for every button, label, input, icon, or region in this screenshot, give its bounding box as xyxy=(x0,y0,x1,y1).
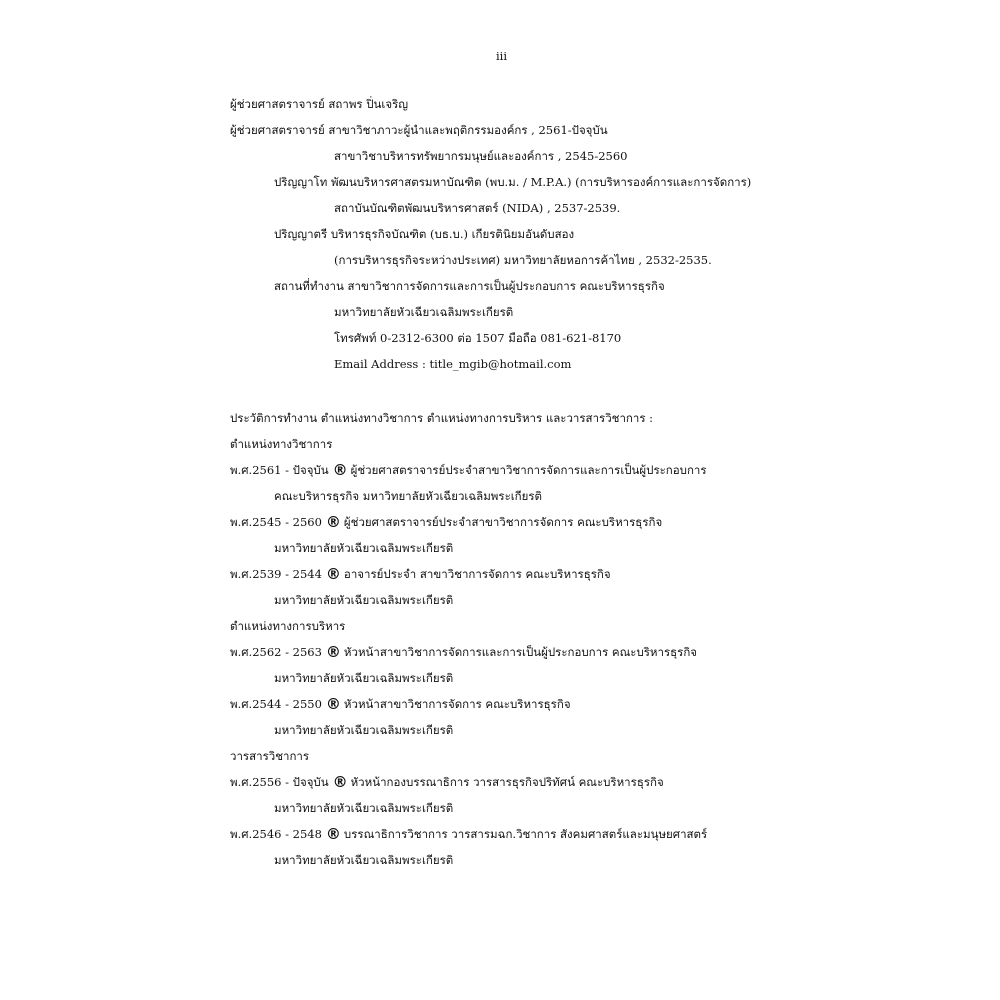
history-entry xyxy=(230,644,697,660)
history-entry xyxy=(230,514,662,530)
entry-period: พ.ศ.2562 - 2563 xyxy=(230,645,322,659)
section-heading-journal: วารสารวิชาการ xyxy=(230,749,310,763)
entry-continuation: มหาวิทยาลัยหัวเฉียวเฉลิมพระเกียรติ xyxy=(274,593,454,607)
registered-mark-icon: ® xyxy=(325,643,341,661)
page-number: iii xyxy=(496,49,508,63)
phone-line: โทรศัพท์ 0-2312-6300 ต่อ 1507 มือถือ 081-621-8170 xyxy=(334,331,622,345)
rank-line-continued: สาขาวิชาบริหารทรัพยากรมนุษย์และองค์การ , 2545-2560 xyxy=(334,149,628,163)
bachelor-degree-institution: (การบริหารธุรกิจระหว่างประเทศ) มหาวิทยาลัยหอการค้าไทย , 2532-2535. xyxy=(334,253,712,267)
registered-mark-icon: ® xyxy=(325,565,341,583)
history-entry xyxy=(230,566,611,582)
masters-degree-institution: สถาบันบัณฑิตพัฒนบริหารศาสตร์ (NIDA) , 2537-2539. xyxy=(334,201,621,215)
entry-text: หัวหน้าสาขาวิชาการจัดการ คณะบริหารธุรกิจ xyxy=(343,697,571,711)
workplace-university: มหาวิทยาลัยหัวเฉียวเฉลิมพระเกียรติ xyxy=(334,305,514,319)
rank-line: ผู้ช่วยศาสตราจารย์ สาขาวิชาภาวะผู้นำและพฤติกรรมองค์กร , 2561-ปัจจุบัน xyxy=(230,123,608,137)
history-entry xyxy=(230,774,664,790)
history-entry xyxy=(230,696,571,712)
entry-text: ผู้ช่วยศาสตราจารย์ประจำสาขาวิชาการจัดการ คณะบริหารธุรกิจ xyxy=(343,515,663,529)
entry-text: ผู้ช่วยศาสตราจารย์ประจำสาขาวิชาการจัดการและการเป็นผู้ประกอบการ xyxy=(350,463,707,477)
entry-text: หัวหน้ากองบรรณาธิการ วารสารธุรกิจปริทัศน์ คณะบริหารธุรกิจ xyxy=(350,775,664,789)
bachelor-degree-line: ปริญญาตรี บริหารธุรกิจบัณฑิต (บธ.บ.) เกียรตินิยมอันดับสอง xyxy=(274,227,575,241)
entry-continuation: มหาวิทยาลัยหัวเฉียวเฉลิมพระเกียรติ xyxy=(274,853,454,867)
history-heading: ประวัติการทำงาน ตำแหน่งทางวิชาการ ตำแหน่งทางการบริหาร และวารสารวิชาการ : xyxy=(230,411,654,425)
registered-mark-icon: ® xyxy=(332,461,348,479)
history-entry xyxy=(230,462,707,478)
entry-continuation: มหาวิทยาลัยหัวเฉียวเฉลิมพระเกียรติ xyxy=(274,541,454,555)
history-entry xyxy=(230,826,707,842)
section-heading-administrative: ตำแหน่งทางการบริหาร xyxy=(230,619,346,633)
entry-continuation: คณะบริหารธุรกิจ มหาวิทยาลัยหัวเฉียวเฉลิมพระเกียรติ xyxy=(274,489,543,503)
entry-period: พ.ศ.2546 - 2548 xyxy=(230,827,322,841)
entry-continuation: มหาวิทยาลัยหัวเฉียวเฉลิมพระเกียรติ xyxy=(274,801,454,815)
registered-mark-icon: ® xyxy=(325,825,341,843)
entry-period: พ.ศ.2539 - 2544 xyxy=(230,567,322,581)
registered-mark-icon: ® xyxy=(332,773,348,791)
masters-degree-line: ปริญญาโท พัฒนบริหารศาสตรมหาบัณฑิต (พบ.ม. / M.P.A.) (การบริหารองค์การและการจัดการ) xyxy=(274,175,752,189)
workplace-line: สถานที่ทำงาน สาขาวิชาการจัดการและการเป็นผู้ประกอบการ คณะบริหารธุรกิจ xyxy=(274,279,665,293)
registered-mark-icon: ® xyxy=(325,513,341,531)
entry-text: หัวหน้าสาขาวิชาการจัดการและการเป็นผู้ประกอบการ คณะบริหารธุรกิจ xyxy=(343,645,698,659)
entry-text: บรรณาธิการวิชาการ วารสารมฉก.วิชาการ สังคมศาสตร์และมนุษยศาสตร์ xyxy=(343,827,708,841)
entry-period: พ.ศ.2545 - 2560 xyxy=(230,515,322,529)
entry-continuation: มหาวิทยาลัยหัวเฉียวเฉลิมพระเกียรติ xyxy=(274,723,454,737)
entry-text: อาจารย์ประจำ สาขาวิชาการจัดการ คณะบริหารธุรกิจ xyxy=(343,567,611,581)
section-heading-academic: ตำแหน่งทางวิชาการ xyxy=(230,437,333,451)
entry-period: พ.ศ.2556 - ปัจจุบัน xyxy=(230,775,329,789)
email-line: Email Address : title_mgib@hotmail.com xyxy=(334,357,572,371)
entry-period: พ.ศ.2561 - ปัจจุบัน xyxy=(230,463,329,477)
name-line: ผู้ช่วยศาสตราจารย์ สถาพร ปิ่นเจริญ xyxy=(230,97,409,111)
entry-period: พ.ศ.2544 - 2550 xyxy=(230,697,322,711)
entry-continuation: มหาวิทยาลัยหัวเฉียวเฉลิมพระเกียรติ xyxy=(274,671,454,685)
registered-mark-icon: ® xyxy=(325,695,341,713)
